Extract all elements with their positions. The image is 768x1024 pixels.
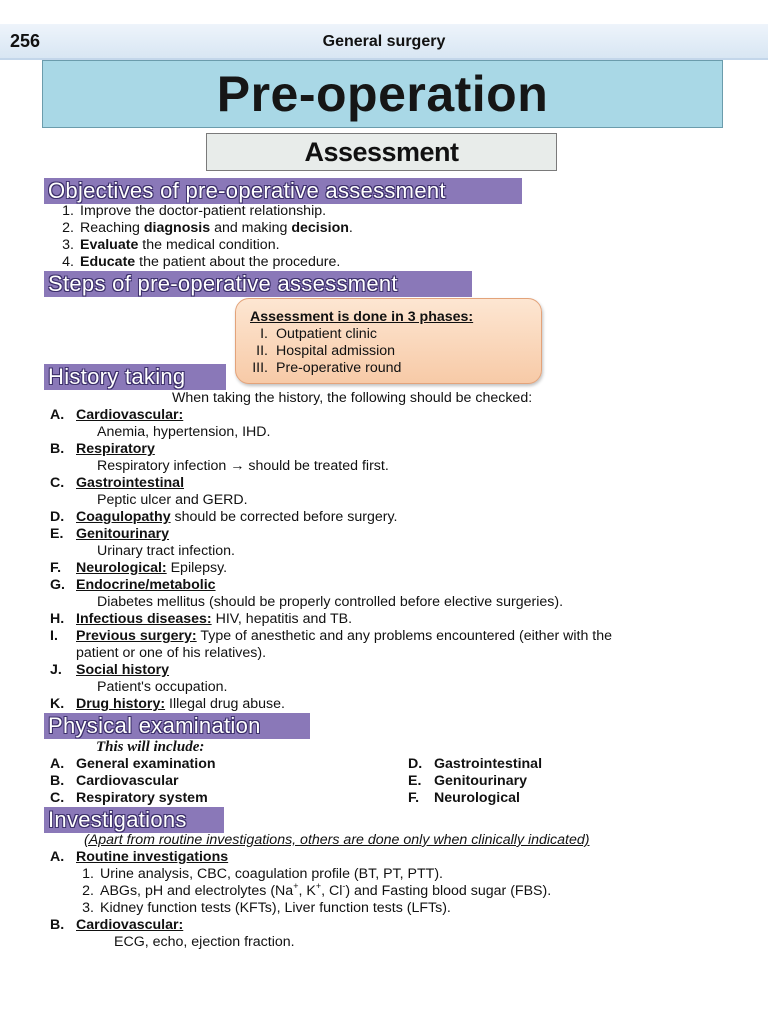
exam-item: E. Genitourinary [408, 773, 528, 789]
phase-item: I. Outpatient clinic [260, 326, 377, 342]
objective-item: 4. Educate the patient about the procedure. [62, 254, 341, 270]
history-item-neurological: F. Neurological: Epilepsy. [50, 560, 228, 576]
investigation-item: 3. Kidney function tests (KFTs), Liver function tests (LFTs). [82, 900, 451, 916]
history-item-endocrine: G. Endocrine/metabolic [50, 577, 216, 593]
history-detail: Anemia, hypertension, IHD. [97, 424, 271, 440]
history-item-infectious: H. Infectious diseases: HIV, hepatitis and TB. [50, 611, 353, 627]
running-title: General surgery [322, 33, 446, 50]
phases-box [235, 298, 542, 384]
phase-item: II. Hospital admission [256, 343, 396, 359]
investigation-routine: A. Routine investigations [50, 849, 229, 865]
objective-item: 1. Improve the doctor-patient relationship. [62, 203, 327, 219]
history-item-previous-surgery: I. Previous surgery: Type of anesthetic and any problems encountered (either with the [50, 628, 613, 644]
section-subtitle: Assessment [206, 133, 557, 171]
history-detail: Peptic ulcer and GERD. [97, 492, 248, 508]
history-detail: patient or one of his relatives). [76, 645, 267, 661]
history-item-social: J. Social history [50, 662, 170, 678]
steps-heading: Steps of pre-operative assessment [44, 271, 472, 297]
exam-item: B. Cardiovascular [50, 773, 179, 789]
history-detail: Diabetes mellitus (should be properly controlled before elective surgeries). [97, 594, 564, 610]
history-item-respiratory: B. Respiratory [50, 441, 155, 457]
objective-item: 3. Evaluate the medical condition. [62, 237, 280, 253]
investigation-item: 1. Urine analysis, CBC, coagulation profile (BT, PT, PTT). [82, 866, 443, 882]
exam-heading: Physical examination [44, 713, 310, 739]
history-detail: Patient's occupation. [97, 679, 228, 695]
history-detail: Respiratory infection → should be treated first. [97, 458, 389, 474]
phase-item: III. Pre-operative round [252, 360, 402, 376]
investigation-item: 2. ABGs, pH and electrolytes (Na+, K+, Cl-) and Fasting blood sugar (FBS). [82, 881, 552, 899]
investigation-cardiovascular: B. Cardiovascular: [50, 917, 184, 933]
phases-box-title: Assessment is done in 3 phases: [250, 309, 474, 325]
history-heading: History taking [44, 364, 226, 390]
exam-item: A. General examination [50, 756, 216, 772]
history-intro: When taking the history, the following should be checked: [172, 390, 533, 406]
investigation-detail: ECG, echo, ejection fraction. [114, 934, 295, 950]
investigations-note: (Apart from routine investigations, others are done only when clinically indicated) [84, 832, 590, 848]
exam-intro: This will include: [96, 739, 205, 755]
exam-item: C. Respiratory system [50, 790, 208, 806]
objectives-heading: Objectives of pre-operative assessment [44, 178, 522, 204]
exam-item: F. Neurological [408, 790, 520, 806]
history-detail: Urinary tract infection. [97, 543, 235, 559]
history-item-drug: K. Drug history: Illegal drug abuse. [50, 696, 285, 712]
exam-item: D. Gastrointestinal [408, 756, 543, 772]
history-item-cardiovascular: A. Cardiovascular: [50, 407, 184, 423]
history-item-coagulopathy: D. Coagulopathy should be corrected before surgery. [50, 509, 398, 525]
investigations-heading: Investigations [44, 807, 224, 833]
history-item-genitourinary: E. Genitourinary [50, 526, 170, 542]
page-number: 256 [10, 31, 41, 51]
objective-item: 2. Reaching diagnosis and making decision. [62, 220, 353, 236]
history-item-gastrointestinal: C. Gastrointestinal [50, 475, 185, 491]
page-title: Pre-operation [42, 60, 723, 128]
